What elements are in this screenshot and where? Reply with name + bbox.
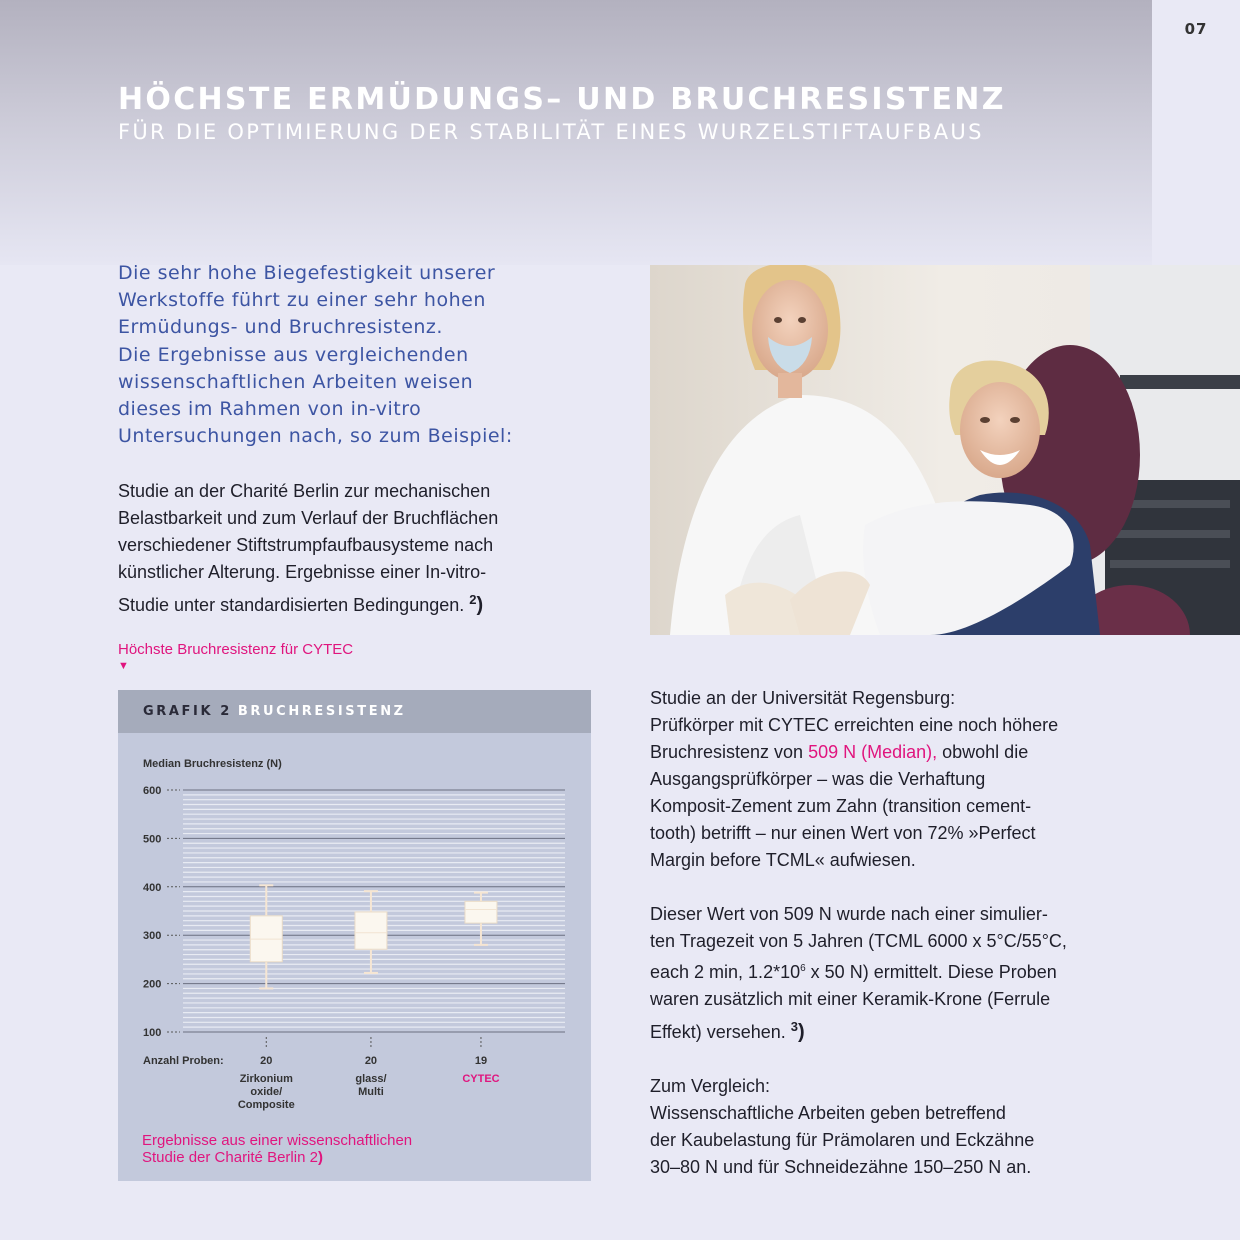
- footnote-paren: ): [476, 594, 484, 616]
- intro-line: wissenschaftlichen Arbeiten weisen: [118, 370, 474, 393]
- down-triangle-icon: ▼: [118, 660, 129, 672]
- y-tick-label: 600: [143, 785, 162, 797]
- page-title: HÖCHSTE ERMÜDUNGS– UND BRUCHRESISTENZ: [118, 82, 1006, 117]
- study-line: 30–80 N und für Schneidezähne 150–250 N an.: [650, 1157, 1032, 1177]
- page-number: 07: [1184, 20, 1208, 38]
- box: [355, 912, 387, 949]
- study-line: Studie an der Charité Berlin zur mechanischen: [118, 481, 491, 501]
- intro-line: Ermüdungs- und Bruchresistenz.: [118, 316, 443, 339]
- chart-number: GRAFIK 2: [143, 704, 232, 719]
- study-line: Prüfkörper mit CYTEC erreichten eine noch höhere: [650, 715, 1059, 735]
- study-line: Komposit-Zement zum Zahn (transition cement-: [650, 796, 1032, 816]
- page-corner: [1152, 0, 1240, 265]
- footnote-ref: 2: [309, 1149, 318, 1166]
- study-line: Belastbarkeit und zum Verlauf der Bruchflächen: [118, 508, 499, 528]
- paragraph-gap: [650, 1046, 1210, 1073]
- study-regensburg-text: [650, 685, 1210, 1181]
- category-label: glass/: [355, 1073, 387, 1085]
- study-line: tooth) betrifft – nur einen Wert von 72% »Perfect: [650, 823, 1036, 843]
- chart-footer-line: Ergebnisse aus einer wissenschaftlichen: [142, 1132, 413, 1149]
- exponent: 6: [800, 963, 806, 974]
- study-line: Margin before TCML« aufwiesen.: [650, 850, 916, 870]
- sample-count: 20: [364, 1055, 378, 1067]
- y-tick-label: 200: [143, 978, 162, 991]
- intro-line: Die Ergebnisse aus vergleichenden: [118, 343, 469, 366]
- intro-line: Untersuchungen nach, so zum Beispiel:: [118, 425, 513, 448]
- study-line: verschiedener Stiftstrumpfaufbausysteme nach: [118, 535, 494, 555]
- y-tick-label: 400: [143, 881, 162, 894]
- category-label: CYTEC: [462, 1073, 500, 1085]
- study-line-text: Studie unter standardisierten Bedingungen.: [118, 595, 465, 615]
- category-label: Multi: [358, 1086, 384, 1098]
- sample-count-label: Anzahl Proben:: [143, 1055, 224, 1067]
- footnote-paren: ): [317, 1149, 323, 1166]
- study-line: [650, 739, 1210, 766]
- chart-title: BRUCHRESISTENZ: [237, 704, 406, 719]
- chart-caption: Höchste Bruchresistenz für CYTEC: [118, 641, 354, 658]
- y-tick-label: 300: [143, 930, 162, 943]
- study-line-text: x 50 N) ermittelt. Diese Proben: [805, 962, 1057, 982]
- study-line: waren zusätzlich mit einer Keramik-Krone (Ferrule: [650, 989, 1051, 1009]
- study-line: Dieser Wert von 509 N wurde nach einer simulier-: [650, 904, 1048, 924]
- chart-footer-line: [142, 1149, 412, 1166]
- sample-count: 19: [474, 1055, 488, 1067]
- intro-line: dieses im Rahmen von in-vitro: [118, 398, 422, 421]
- page-subtitle: FÜR DIE OPTIMIERUNG DER STABILITÄT EINES WURZELSTIFTAUFBAUS: [118, 120, 984, 144]
- category-label: oxide/: [250, 1086, 283, 1098]
- study-line: [650, 1013, 1210, 1046]
- study-line: Wissenschaftliche Arbeiten geben betreffend: [650, 1103, 1006, 1123]
- study-line: künstlicher Alterung. Ergebnisse einer In-vitro-: [118, 562, 487, 582]
- highlight-value: 509 N (Median),: [808, 742, 938, 762]
- study-line: Zum Vergleich:: [650, 1076, 771, 1096]
- footnote-ref: 2: [469, 592, 477, 607]
- category-label: Composite: [237, 1099, 295, 1111]
- boxplot-chart: [118, 690, 591, 1130]
- sample-count: 20: [260, 1055, 273, 1067]
- study-line: Ausgangsprüfkörper – was die Verhaftung: [650, 769, 986, 789]
- study-line: [118, 586, 588, 619]
- chart-footer-text: Studie der Charité Berlin: [142, 1149, 306, 1166]
- chart-y-axis-label: Median Bruchresistenz (N): [143, 758, 282, 770]
- study-line: ten Tragezeit von 5 Jahren (TCML 6000 x 5°C/55°C,: [650, 931, 1067, 951]
- paragraph-gap: [650, 874, 1210, 901]
- intro-line: Die sehr hohe Biegefestigkeit unserer: [118, 262, 496, 284]
- category-label: Zirkonium: [239, 1073, 293, 1085]
- chart-footer: [142, 1132, 412, 1166]
- intro-line: Werkstoffe führt zu einer sehr hohen: [118, 289, 486, 312]
- footnote-ref: 3: [790, 1019, 798, 1034]
- study-line-text: each 2 min, 1.2*10: [650, 962, 801, 982]
- box: [465, 901, 497, 923]
- y-tick-label: 100: [143, 1027, 162, 1039]
- study-line: der Kaubelastung für Prämolaren und Eckzähne: [650, 1130, 1035, 1150]
- study-line-text: Effekt) versehen.: [650, 1022, 786, 1042]
- footnote-paren: ): [798, 1021, 805, 1043]
- study-line: [650, 955, 1210, 986]
- study-charite-text: [118, 478, 588, 619]
- y-tick-label: 500: [143, 833, 162, 846]
- study-line-text: obwohl die: [937, 742, 1029, 762]
- study-line: Studie an der Universität Regensburg:: [650, 688, 956, 708]
- chart-panel: [118, 690, 591, 1181]
- dentist-patient-photo: [650, 265, 1240, 635]
- study-line-text: Bruchresistenz von: [650, 742, 809, 762]
- intro-text: [118, 260, 618, 450]
